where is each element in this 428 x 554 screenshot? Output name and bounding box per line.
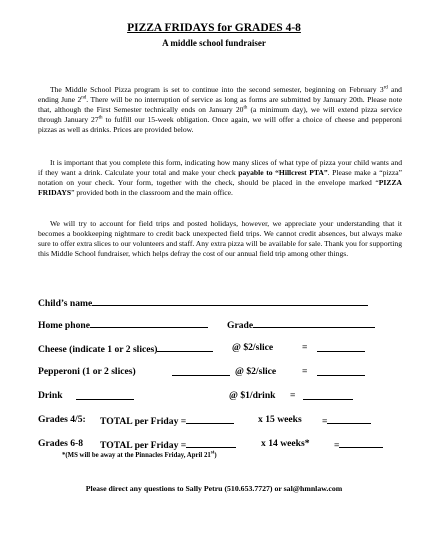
- pepperoni-price: @ $2/slice: [235, 366, 277, 377]
- cheese-price: @ $2/slice: [232, 342, 274, 353]
- pepperoni-total-field[interactable]: [317, 366, 365, 376]
- grade-field[interactable]: [253, 318, 375, 328]
- pepperoni-slices-row: [172, 366, 230, 379]
- grades45-total-row: [100, 414, 234, 427]
- field-trip-note: *(MS will be away at the Pinnacles Friday, April 21st): [62, 450, 217, 459]
- drink-equals: =: [290, 390, 296, 401]
- intro-paragraph-2: It is important that you complete this form, indicating how many slices of what type of pizza your child wants and if they want a drink. Calculate your total and make your check payable to “Hillcrest PTA”. Please make a “pizza” notation on your check. Your form, together with the check, should be placed in the envelope marked “PIZZA FRIDAYS” provided both in the classroom and the main office.: [38, 158, 402, 198]
- grades68-label: Grades 6-8: [38, 438, 84, 449]
- pepperoni-equals: =: [302, 366, 308, 377]
- cheese-label: Cheese (indicate 1 or 2 slices): [38, 344, 158, 355]
- pepperoni-label: Pepperoni (1 or 2 slices): [38, 366, 136, 377]
- grades68-total-field[interactable]: [186, 438, 236, 448]
- child-name-label: Child’s name: [38, 298, 93, 309]
- child-name-row: [38, 296, 368, 309]
- home-phone-row: [38, 318, 208, 331]
- drink-row: [38, 390, 63, 401]
- grade-label: Grade: [227, 320, 254, 331]
- grades68-grand-total-field[interactable]: [339, 438, 383, 448]
- grades45-total-label: TOTAL per Friday =: [100, 416, 187, 427]
- intro-paragraph-1: The Middle School Pizza program is set to continue into the second semester, beginning on February 3rd and ending June 2nd. There will be no interruption of service as long as forms are submitted by January 20th. Please note that, although the First Semester technically ends on January 20th (a minimum day), we will extend pizza service through January 27th to fulfill our 15-week obligation. Once again, we will offer a choice of cheese and pepperoni pizzas as well as drinks. Prices are provided below.: [38, 85, 402, 135]
- cheese-equals: =: [302, 342, 308, 353]
- page-title: PIZZA FRIDAYS for GRADES 4-8: [127, 22, 301, 34]
- grades68-equals: =: [334, 440, 340, 451]
- cheese-slices-field[interactable]: [157, 342, 213, 352]
- cheese-total-row: [317, 342, 365, 355]
- home-phone-field[interactable]: [90, 318, 208, 328]
- contact-line: Please direct any questions to Sally Petru (510.653.7727) or sal@hmnlaw.com: [85, 484, 343, 493]
- drink-total-row: [303, 390, 353, 403]
- grades45-grand-total-row: [322, 414, 371, 427]
- page-subtitle: A middle school fundraiser: [162, 38, 266, 48]
- drink-qty-field[interactable]: [76, 390, 134, 400]
- pepperoni-row: [38, 366, 136, 377]
- grades68-total-row: [100, 438, 236, 451]
- pepperoni-slices-field[interactable]: [172, 366, 230, 376]
- grades45-label: Grades 4/5:: [38, 414, 86, 425]
- grades45-grand-total-field[interactable]: [327, 414, 371, 424]
- intro-paragraph-3: We will try to account for field trips and posted holidays, however, we appreciate your understanding that it becomes a bookkeeping nightmare to credit back unexpected field trips. We cannot credit absences, but always make sure to offer extra slices to our volunteers and staff. Any extra pizza will be available for sale. Thank you for supporting this Middle School fundraiser, which helps defray the cost of our annual field trip among other things.: [38, 219, 402, 259]
- home-phone-label: Home phone: [38, 320, 90, 331]
- grades68-weeks: x 14 weeks*: [261, 438, 310, 449]
- child-name-field[interactable]: [92, 296, 368, 306]
- cheese-total-field[interactable]: [317, 342, 365, 352]
- grades45-total-field[interactable]: [186, 414, 234, 424]
- drink-label: Drink: [38, 390, 63, 401]
- pepperoni-total-row: [317, 366, 365, 379]
- grades45-equals: =: [322, 416, 328, 427]
- cheese-row: [38, 342, 213, 355]
- grade-row: [227, 318, 375, 331]
- grades68-total-label: TOTAL per Friday =: [100, 440, 187, 451]
- drink-price: @ $1/drink: [229, 390, 276, 401]
- grades68-grand-total-row: [334, 438, 383, 451]
- drink-qty-row: [76, 390, 134, 403]
- drink-total-field[interactable]: [303, 390, 353, 400]
- grades45-weeks: x 15 weeks: [258, 414, 302, 425]
